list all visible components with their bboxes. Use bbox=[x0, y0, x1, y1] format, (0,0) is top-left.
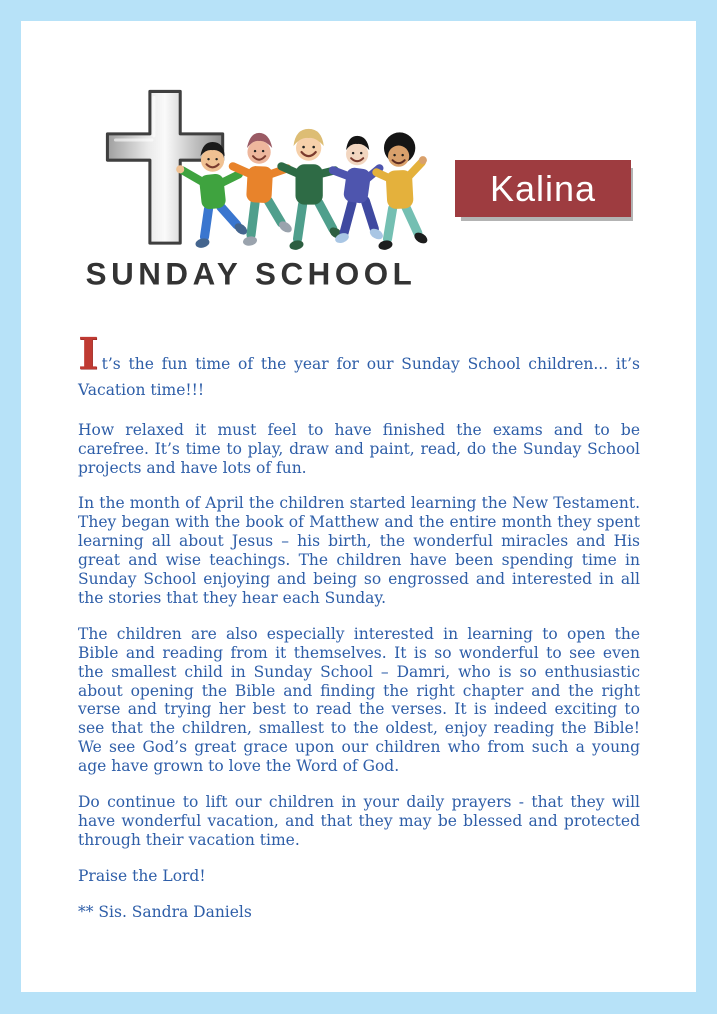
closing-line: Praise the Lord! bbox=[78, 866, 206, 885]
logo-title: SUNDAY SCHOOL bbox=[85, 256, 417, 292]
child-figure-3 bbox=[281, 129, 344, 251]
newsletter-body bbox=[78, 329, 640, 939]
kalina-label bbox=[455, 160, 631, 217]
paragraph-prayers: Do continue to lift our children in your daily prayers - that they will have wonderful vacation, and that they may be blessed and protected through their vacation time. bbox=[78, 793, 640, 849]
signature-line: ** Sis. Sandra Daniels bbox=[78, 902, 252, 921]
child-figure-5 bbox=[376, 132, 429, 251]
paragraph-exams: How relaxed it must feel to have finished the exams and to be carefree. It’s time to play, draw and paint, read, do the Sunday School projects and have lots of fun. bbox=[78, 420, 640, 477]
children-illustration-icon bbox=[176, 129, 429, 251]
child-figure-4 bbox=[333, 136, 385, 245]
intro-paragraph bbox=[78, 329, 640, 404]
sunday-school-logo-art bbox=[69, 85, 433, 293]
newsletter-page bbox=[21, 21, 696, 992]
paragraph-new-testament: In the month of April the children started learning the New Testament. They began with the book of Matthew and the entire month they spent learning all about Jesus – his birth, the wonderful miracles and His great and wise teachings. The children have been spending time in Sunday School enjoying and being so engrossed and interested in all the stories that they hear each Sunday. bbox=[78, 494, 640, 607]
sunday-school-logo bbox=[69, 85, 433, 293]
intro-text: t’s the fun time of the year for our Sunday School children... it’s Vacation time!!! bbox=[78, 355, 640, 400]
dropcap-letter: I bbox=[78, 329, 99, 380]
paragraph-bible-reading: The children are also especially interested in learning to open the Bible and reading from it themselves. It is so wonderful to see even the smallest child in Sunday School – Damri, who is so enthusiastic about opening the Bible and finding the right chapter and the right verse and trying her best to read the verses. It is indeed exciting to see that the children, smallest to the oldest, enjoy reading the Bible! We see God’s great grace upon our children who from such a young age have grown to love the Word of God. bbox=[78, 624, 640, 776]
kalina-label-text: Kalina bbox=[489, 167, 597, 209]
